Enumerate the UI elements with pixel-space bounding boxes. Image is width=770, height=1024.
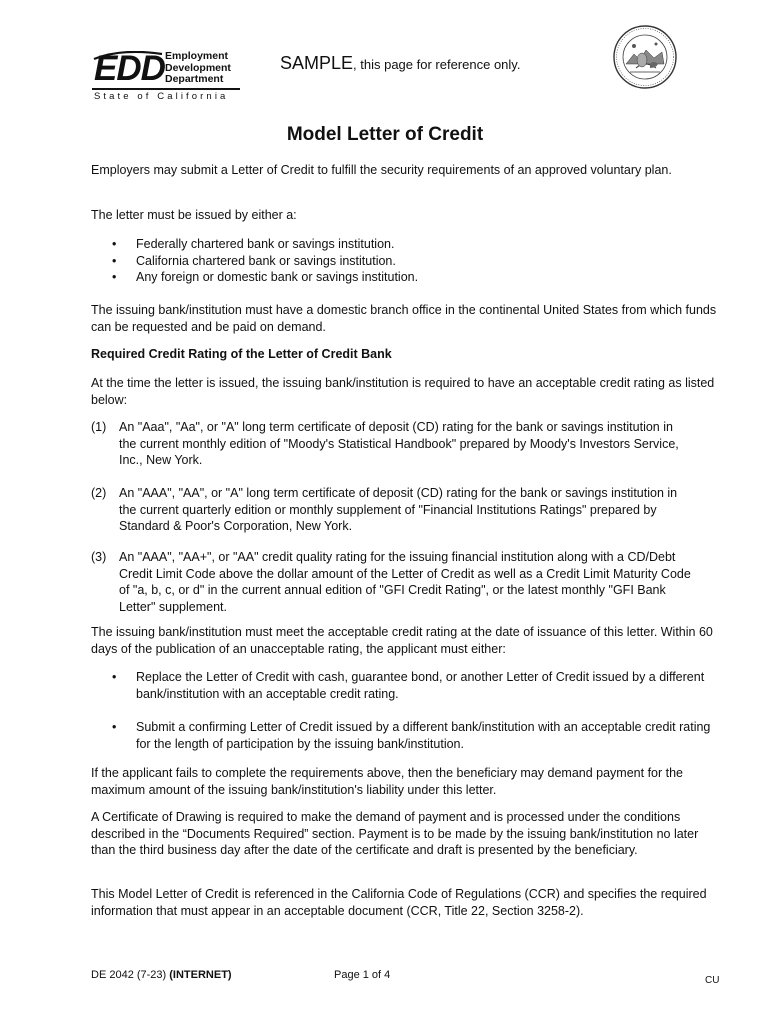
page-title: Model Letter of Credit bbox=[286, 124, 484, 145]
sample-notice: SAMPLE, this page for reference only. bbox=[280, 53, 521, 73]
either-bullet-list bbox=[112, 669, 712, 752]
rating-intro-paragraph: At the time the letter is issued, the issuing bank/institution is required to have an acceptable credit rating as listed below: bbox=[91, 376, 715, 407]
footer-form-id: DE 2042 (7-23) (INTERNET) bbox=[91, 969, 232, 981]
intro-paragraph: Employers may submit a Letter of Credit to fulfill the security requirements of an approved voluntary plan. bbox=[91, 163, 672, 177]
list-item: • Any foreign or domestic bank or savings institution. bbox=[112, 270, 419, 284]
footer-code: CU bbox=[705, 975, 720, 986]
logo-department-name: Employment Development Department bbox=[165, 50, 231, 85]
edd-logo bbox=[92, 48, 240, 104]
logo-edd-text: EDD bbox=[94, 49, 165, 88]
rating-item-1: (1) An "Aaa", "Aa", or "A" long term certificate of deposit (CD) rating for the bank or savings institution in the current monthly edition of "Moody's Statistical Handbook" prepared by Moody's Investors Service, Inc., New York. bbox=[91, 420, 679, 467]
list-item: • Federally chartered bank or savings institution. bbox=[112, 237, 395, 251]
issuer-bullet-list bbox=[112, 236, 712, 286]
list-item: • Replace the Letter of Credit with cash, guarantee bond, or another Letter of Credit issued by a different bank/institution with an acceptable credit rating. bbox=[112, 670, 705, 701]
footer-page-number: Page 1 of 4 bbox=[334, 969, 391, 981]
logo-divider bbox=[92, 88, 240, 90]
list-item: • California chartered bank or savings institution. bbox=[112, 253, 396, 268]
rating-item-2: (2) An "AAA", "AA", or "A" long term certificate of deposit (CD) rating for the bank or savings institution in the current quarterly edition or monthly supplement of "Financial Institutions Ratings" prepared by Standard & Poor's Corporation, New York. bbox=[91, 486, 678, 533]
logo-state-text: State of California bbox=[94, 91, 229, 102]
rating-heading: Required Credit Rating of the Letter of Credit Bank bbox=[91, 347, 392, 361]
ccr-paragraph: This Model Letter of Credit is referenced in the California Code of Regulations (CCR) and specifies the required information that must appear in an acceptable document (CCR, Title 22, Section 3258-2). bbox=[91, 887, 707, 918]
issued-by-paragraph: The letter must be issued by either a: bbox=[91, 208, 297, 222]
fail-paragraph: If the applicant fails to complete the requirements above, then the beneficiary may demand payment for the maximum amount of the issuing bank/institution's liability under this letter. bbox=[91, 766, 684, 797]
california-seal-icon bbox=[612, 24, 678, 90]
branch-paragraph: The issuing bank/institution must have a domestic branch office in the continental United States from which funds can be requested and be paid on demand. bbox=[91, 303, 717, 334]
certificate-drawing-paragraph: A Certificate of Drawing is required to make the demand of payment and is processed under the conditions described in the “Documents Required” section. Payment is to be made by the issuing bank/institution no later than the third business day after the date of the certificate and draft is presented by the beneficiary. bbox=[91, 810, 699, 857]
list-item: • Submit a confirming Letter of Credit issued by a different bank/institution with an acceptable credit rating for the length of participation by the issuing bank/institution. bbox=[112, 720, 711, 751]
rating-item-3: (3) An "AAA", "AA+", or "AA" credit quality rating for the issuing financial institution along with a CD/Debt Credit Limit Code above the dollar amount of the Letter of Credit as well as a Credit Limit Maturity Code of "a, b, c, or d" in the current annual edition of "GFI Credit Rating", or the latest monthly "GFI Bank Letter" supplement. bbox=[91, 550, 691, 614]
maintain-rating-paragraph: The issuing bank/institution must meet the acceptable credit rating at the date of issuance of this letter. Within 60 days of the publication of an unacceptable rating, the applicant must either: bbox=[91, 625, 713, 656]
